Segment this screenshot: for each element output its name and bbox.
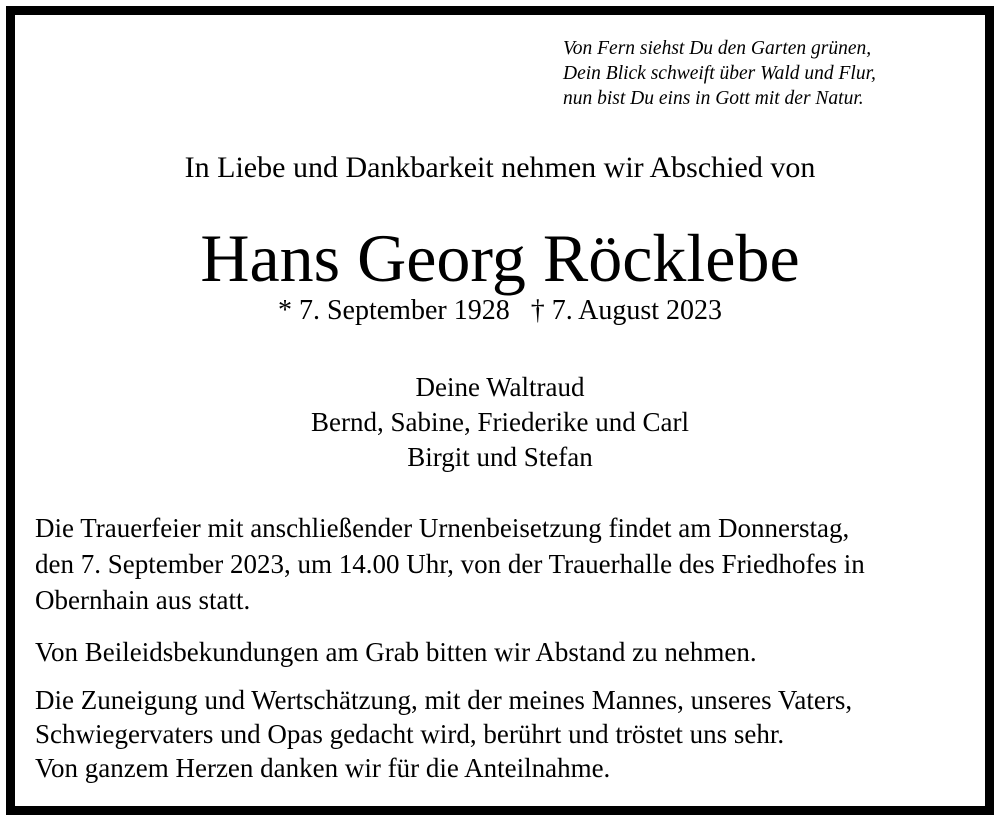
- text-line: Von ganzem Herzen danken wir für die Anteilnahme.: [35, 753, 611, 783]
- poem-line: Von Fern siehst Du den Garten grünen,: [563, 38, 872, 59]
- text-line: Die Trauerfeier mit anschließender Urnenbeisetzung findet am Donnerstag,: [35, 513, 850, 543]
- poem-line: nun bist Du eins in Gott mit der Natur.: [563, 88, 864, 109]
- family-line: Birgit und Stefan: [407, 442, 593, 472]
- text-line: Die Zuneigung und Wertschätzung, mit der meines Mannes, unseres Vaters,: [35, 685, 853, 715]
- thanks-paragraph: [35, 683, 975, 785]
- intro-text: In Liebe und Dankbarkeit nehmen wir Abschied von: [184, 151, 816, 184]
- text-line: Schwiegervaters und Opas gedacht wird, berührt und tröstet uns sehr.: [35, 719, 785, 749]
- deceased-name: Hans Georg Röcklebe: [200, 220, 800, 296]
- text-line: den 7. September 2023, um 14.00 Uhr, von der Trauerhalle des Friedhofes in: [35, 549, 865, 579]
- family-line: Deine Waltraud: [415, 372, 585, 402]
- text-line: Von Beileidsbekundungen am Grab bitten wir Abstand zu nehmen.: [35, 637, 757, 667]
- funeral-info-paragraph: [35, 510, 975, 618]
- poem-line: Dein Blick schweift über Wald und Flur,: [563, 63, 876, 84]
- text-line: Obernhain aus statt.: [35, 585, 251, 615]
- family-line: Bernd, Sabine, Friederike und Carl: [311, 407, 689, 437]
- family-signature: [0, 370, 1000, 475]
- condolence-note-paragraph: [35, 634, 975, 670]
- poem: [563, 36, 963, 111]
- life-dates: * 7. September 1928 † 7. August 2023: [277, 295, 723, 326]
